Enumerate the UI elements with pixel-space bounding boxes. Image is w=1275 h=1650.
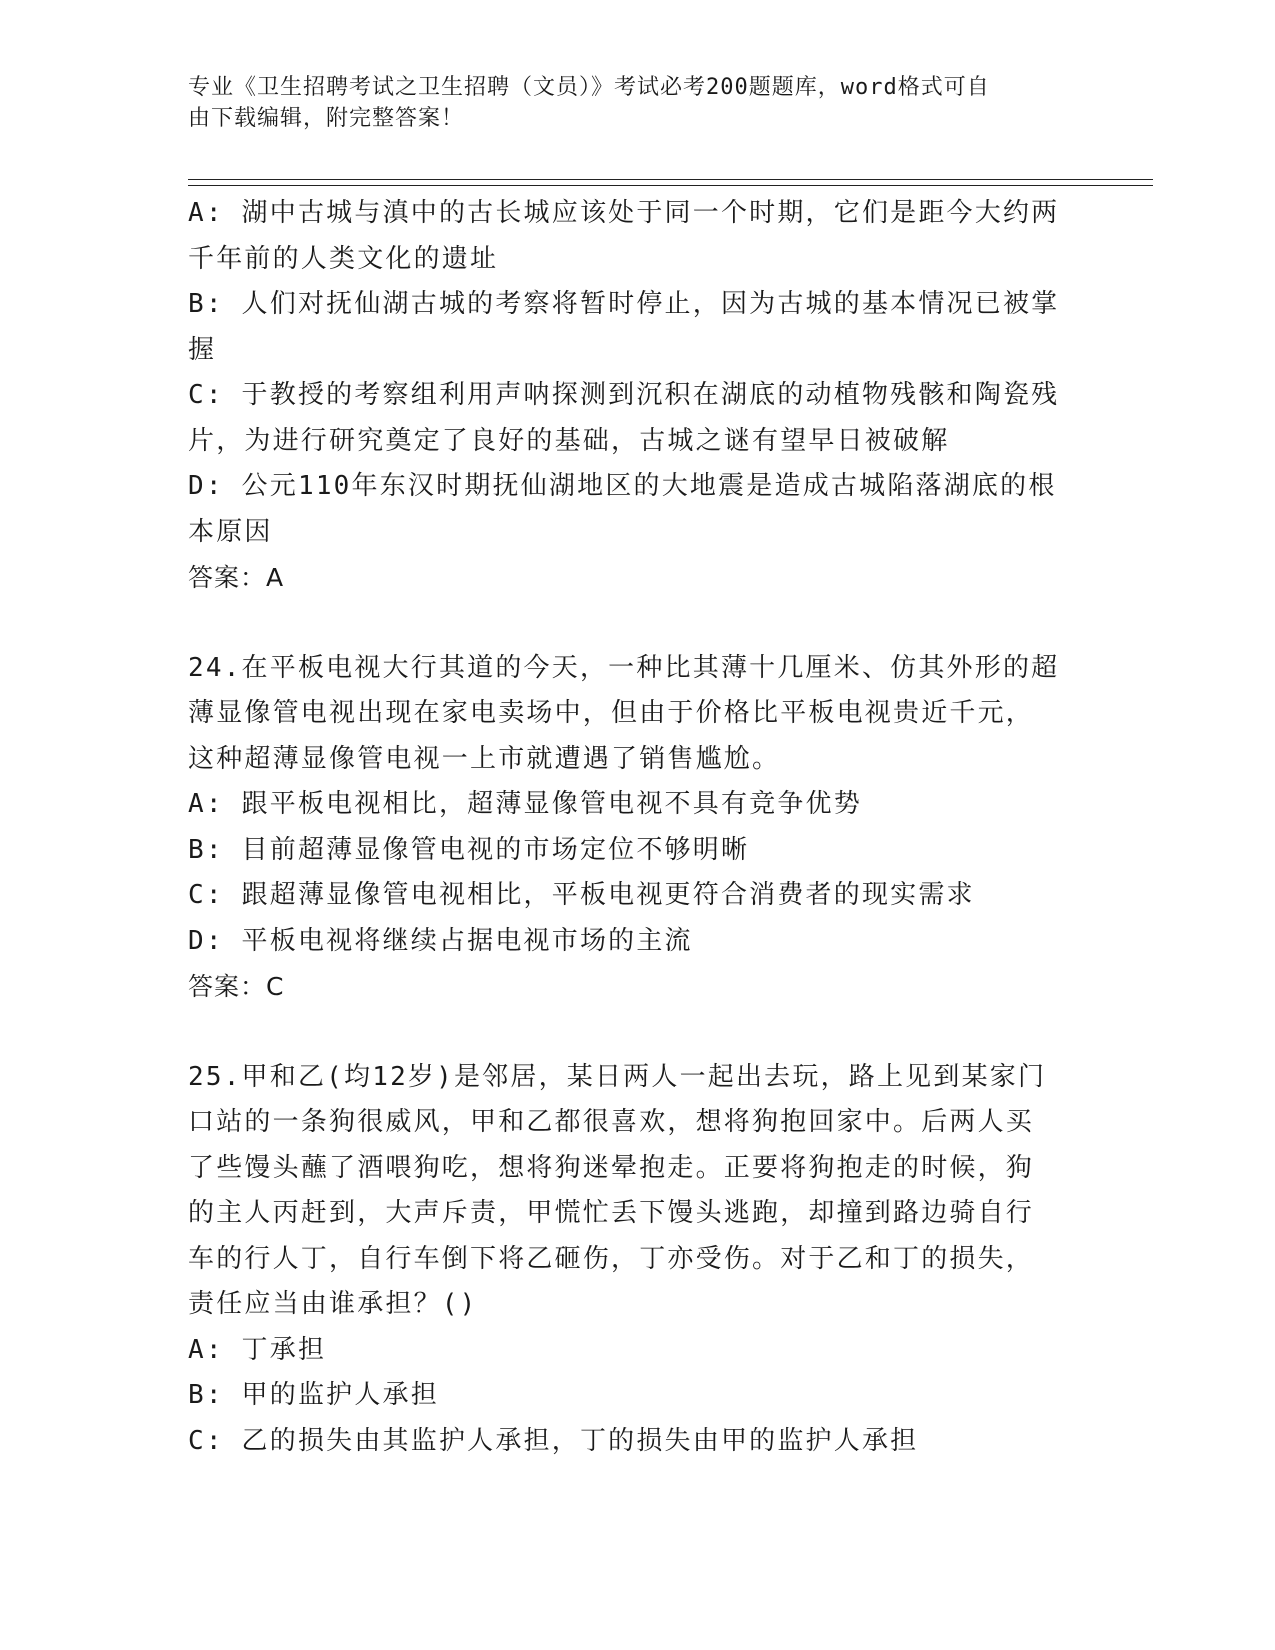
document-header: [188, 72, 1068, 134]
q25-option-a: A: 丁承担: [188, 1334, 327, 1365]
q25-stem-line-2: 口站的一条狗很威风，甲和乙都很喜欢，想将狗抱回家中。后两人买: [188, 1107, 1035, 1137]
q25-option-b: B: 甲的监护人承担: [188, 1380, 439, 1410]
q25-stem-line-1: 25.甲和乙(均12岁)是邻居，某日两人一起出去玩，路上见到某家门: [188, 1061, 1047, 1092]
q24-stem-line-3: 这种超薄显像管电视一上市就遭遇了销售尴尬。: [188, 743, 781, 774]
q23-option-d-line-2: 本原因: [188, 516, 273, 547]
question-23: [188, 191, 1068, 601]
q25-stem-line-5: 车的行人丁，自行车倒下将乙砸伤，丁亦受伤。对于乙和丁的损失，: [188, 1243, 1035, 1274]
q23-option-b-line-2: 握: [188, 334, 217, 365]
q24-answer: 答案：C: [188, 972, 285, 1001]
header-divider-bottom: [188, 185, 1153, 186]
q24-option-b: B: 目前超薄显像管电视的市场定位不够明晰: [188, 834, 750, 865]
header-line-2: 由下载编辑，附完整答案！: [188, 106, 465, 131]
q23-option-a-line-1: A: 湖中古城与滇中的古长城应该处于同一个时期，它们是距今大约两: [188, 198, 1060, 228]
q24-stem-line-2: 薄显像管电视出现在家电卖场中，但由于价格比平板电视贵近千元，: [188, 698, 1035, 728]
q23-option-c-line-2: 片，为进行研究奠定了良好的基础，古城之谜有望早日被破解: [188, 425, 950, 456]
question-25: [188, 1055, 1068, 1465]
q25-option-c: C: 乙的损失由其监护人承担，丁的损失由甲的监护人承担: [188, 1425, 919, 1456]
spacer: [188, 1010, 1068, 1055]
document-body: [188, 191, 1068, 1464]
q23-answer: 答案：A: [188, 563, 285, 592]
q24-option-a: A: 跟平板电视相比，超薄显像管电视不具有竞争优势: [188, 789, 862, 819]
question-24: [188, 646, 1068, 1010]
q25-stem-line-4: 的主人丙赶到，大声斥责，甲慌忙丢下馒头逃跑，却撞到路边骑自行: [188, 1198, 1035, 1228]
q23-option-d-line-1: D: 公元110年东汉时期抚仙湖地区的大地震是造成古城陷落湖底的根: [188, 471, 1057, 501]
q23-option-a-line-2: 千年前的人类文化的遗址: [188, 243, 499, 274]
q24-option-c: C: 跟超薄显像管电视相比，平板电视更符合消费者的现实需求: [188, 880, 975, 910]
q25-stem-line-3: 了些馒头蘸了酒喂狗吃，想将狗迷晕抱走。正要将狗抱走的时候，狗: [188, 1152, 1035, 1183]
q23-option-b-line-1: B: 人们对抚仙湖古城的考察将暂时停止，因为古城的基本情况已被掌: [188, 289, 1060, 319]
q24-option-d: D: 平板电视将继续占据电视市场的主流: [188, 925, 693, 956]
q23-option-c-line-1: C: 于教授的考察组利用声呐探测到沉积在湖底的动植物残骸和陶瓷残: [188, 380, 1060, 410]
q25-stem-line-6: 责任应当由谁承担？(): [188, 1289, 478, 1319]
spacer: [188, 601, 1068, 646]
header-line-1: 专业《卫生招聘考试之卫生招聘（文员）》考试必考200题题库，word格式可自: [188, 75, 990, 100]
q24-stem-line-1: 24.在平板电视大行其道的今天，一种比其薄十几厘米、仿其外形的超: [188, 652, 1060, 683]
header-divider-top: [188, 179, 1153, 180]
